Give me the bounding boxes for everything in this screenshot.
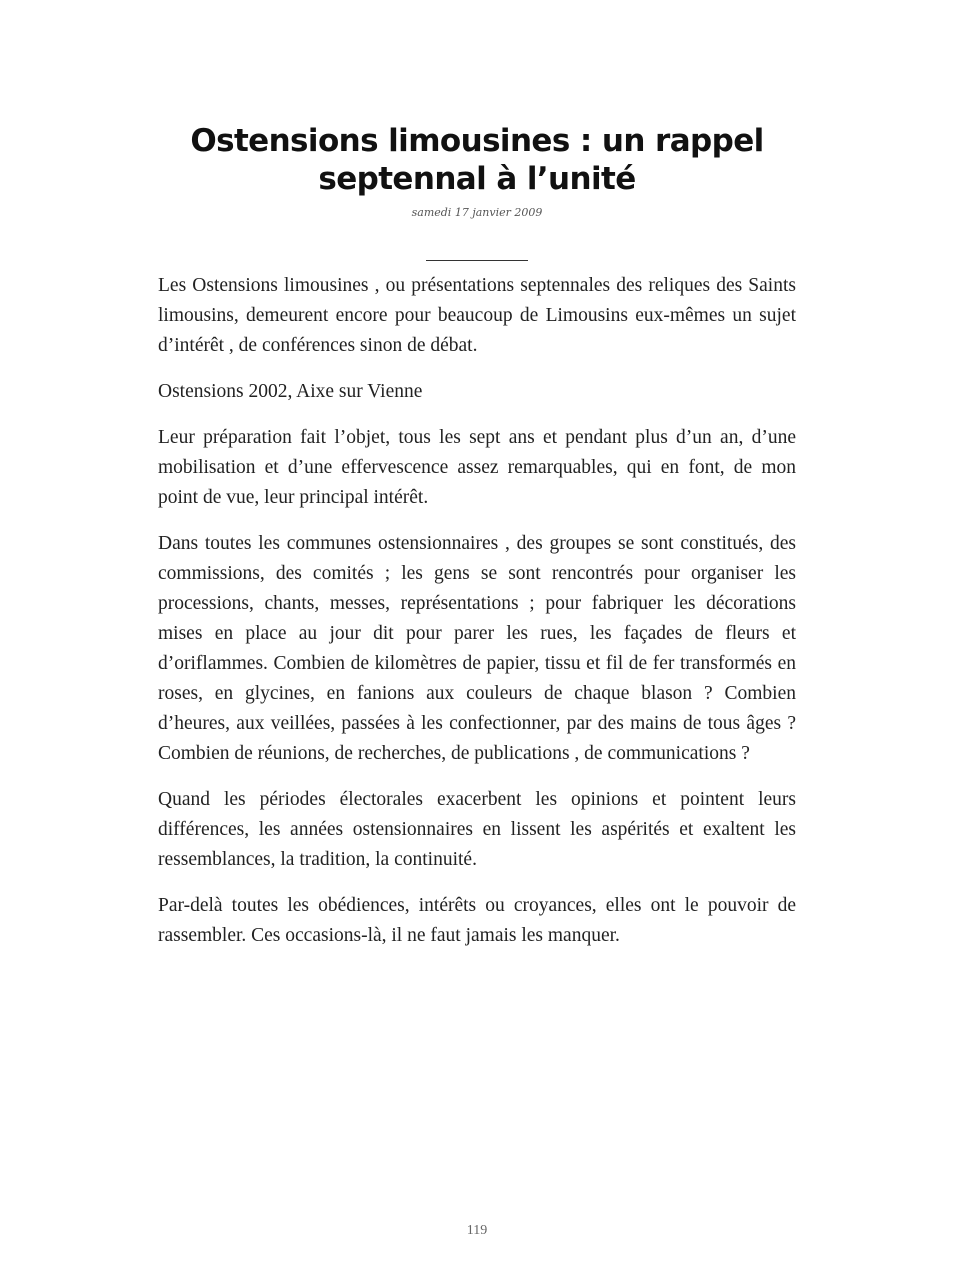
- article-title: Ostensions limousines : un rappel septennal à l’unité: [190, 123, 764, 197]
- page-number: 119: [466, 1223, 488, 1238]
- photo-caption: Ostensions 2002, Aixe sur Vienne: [158, 381, 423, 402]
- title-separator-rule: [426, 260, 528, 261]
- paragraph: Les Ostensions limousines , ou présentations septennales des reliques des Saints limousins, demeurent encore pour beaucoup de Limousins eux-mêmes un sujet d’intérêt , de conférences sinon de débat.: [158, 275, 796, 356]
- paragraph: Dans toutes les communes ostensionnaires , des groupes se sont constitués, des commissions, des comités ; les gens se sont rencontrés pour organiser les processions, chants, messes, représentations ; pour fabriquer les décorations mises en place au jour dit pour parer les rues, les façades de fleurs et d’oriflammes. Combien de kilomètres de papier, tissu et fil de fer transformés en roses, en glycines, en fanions aux couleurs de chaque blason ? Combien d’heures, aux veillées, passées à les confectionner, par des mains de tous âges ? Combien de réunions, de recherches, de publications , de communications ?: [158, 533, 796, 764]
- paragraph: Quand les périodes électorales exacerbent les opinions et pointent leurs différences, les années ostensionnaires en lissent les aspérités et exaltent les ressemblances, la tradition, la continuité.: [158, 789, 796, 870]
- paragraph: Par-delà toutes les obédiences, intérêts ou croyances, elles ont le pouvoir de rassembler. Ces occasions-là, il ne faut jamais les manquer.: [158, 895, 796, 946]
- article-body: [158, 271, 796, 967]
- article-date: samedi 17 janvier 2009: [411, 206, 543, 219]
- paragraph: Leur préparation fait l’objet, tous les sept ans et pendant plus d’un an, d’une mobilisation et d’une effervescence assez remarquables, qui en font, de mon point de vue, leur principal intérêt.: [158, 427, 796, 508]
